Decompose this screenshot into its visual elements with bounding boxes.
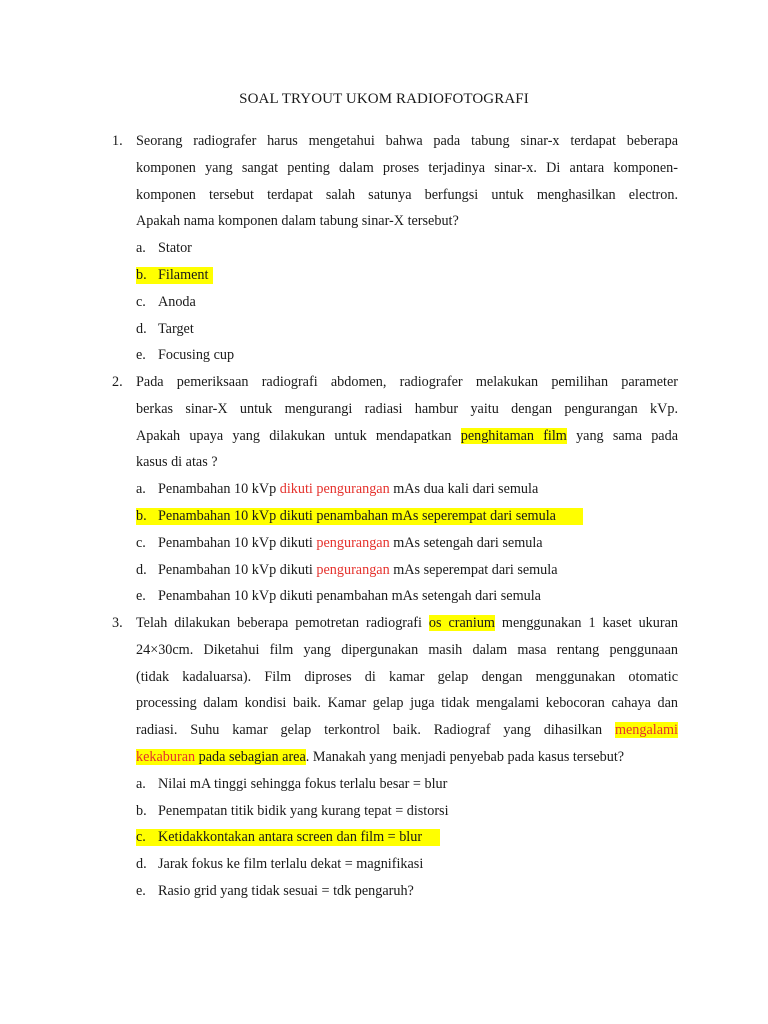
option-letter: a. [136, 775, 146, 792]
option-text-part: mAs setengah dari semula [389, 534, 543, 551]
option-e [136, 878, 678, 905]
stem-text: yang sama pada [566, 427, 678, 444]
option-letter: b. [136, 507, 147, 524]
option-text-part: Penambahan 10 kVp [158, 481, 280, 498]
stem-text: menggunakan 1 kaset ukuran [494, 615, 678, 631]
option-letter: a. [136, 240, 146, 257]
highlighted-phrase: os cranium [428, 615, 495, 631]
stem-text: Apakah upaya yang dilakukan untuk mendapatkan [136, 427, 461, 444]
option-text: Anoda [158, 293, 196, 310]
red-phrase: pengurangan [316, 534, 390, 551]
red-phrase: dikuti pengurangan [279, 481, 390, 498]
question-3 [112, 610, 678, 905]
option-c [136, 289, 678, 316]
question-stem [136, 128, 678, 235]
option-text [158, 476, 538, 503]
highlighted-phrase: pada sebagian area [195, 748, 306, 765]
stem-line: Apakah nama komponen dalam tabung sinar-X tersebut? [136, 213, 459, 230]
option-text: Ketidakkontakan antara screen dan film = blur [158, 829, 423, 846]
stem-line: kasus di atas ? [136, 454, 218, 471]
red-phrase: pengurangan [316, 561, 390, 578]
options-list [136, 476, 678, 610]
option-letter: d. [136, 856, 147, 873]
option-e [136, 342, 678, 369]
option-text: Penambahan 10 kVp dikuti penambahan mAs setengah dari semula [158, 588, 541, 605]
stem-line [136, 717, 678, 744]
option-letter: e. [136, 588, 146, 605]
option-text: Penempatan titik bidik yang kurang tepat = distorsi [158, 802, 449, 819]
option-b [136, 503, 678, 530]
option-text: Penambahan 10 kVp dikuti penambahan mAs seperempat dari semula [158, 507, 556, 524]
option-letter: c. [136, 293, 146, 310]
option-letter: d. [136, 320, 147, 337]
stem-text: radiasi. Suhu kamar gelap terkontrol baik. Radiograf yang dihasilkan [136, 722, 615, 739]
question-2 [112, 369, 678, 610]
option-text [158, 530, 543, 557]
option-text: Stator [158, 240, 192, 257]
option-letter: d. [136, 561, 147, 578]
option-a [136, 235, 678, 262]
option-d [136, 851, 678, 878]
option-text: Filament [158, 266, 209, 283]
option-letter: c. [136, 829, 146, 846]
question-1 [112, 128, 678, 369]
option-c [136, 824, 678, 851]
stem-line: Pada pemeriksaan radiografi abdomen, radiografer melakukan pemilihan parameter [136, 374, 678, 390]
option-text-part: mAs seperempat dari semula [389, 561, 558, 578]
highlighted-red-phrase: kekaburan [136, 748, 196, 765]
option-text: Focusing cup [158, 347, 235, 364]
stem-line: komponen yang sangat penting dalam proses terjadinya sinar-x. Di antara komponen- [136, 159, 678, 176]
highlighted-phrase: penghitaman film [460, 427, 567, 444]
options-list [136, 235, 678, 369]
option-a [136, 771, 678, 798]
options-list [136, 771, 678, 905]
option-text: Jarak fokus ke film terlalu dekat = magnifikasi [158, 856, 424, 873]
option-b [136, 798, 678, 825]
stem-line: berkas sinar-X untuk mengurangi radiasi hambur yaitu dengan pengurangan kVp. [136, 400, 678, 417]
stem-line [136, 610, 678, 637]
stem-line: processing dalam kondisi baik. Kamar gelap juga tidak mengalami kebocoran cahaya dan [136, 695, 678, 712]
option-a [136, 476, 678, 503]
option-text-part: Penambahan 10 kVp dikuti [158, 534, 317, 551]
option-d [136, 316, 678, 343]
question-number: 1. [112, 133, 123, 149]
option-b [136, 262, 678, 289]
option-letter: a. [136, 481, 146, 498]
option-letter: b. [136, 266, 147, 283]
stem-text: . Manakah yang menjadi penyebab pada kasus tersebut? [305, 748, 625, 765]
stem-line: komponen tersebut terdapat salah satunya berfungsi untuk menghasilkan electron. [136, 186, 678, 203]
question-number: 3. [112, 615, 123, 631]
option-d [136, 557, 678, 584]
option-text: Rasio grid yang tidak sesuai = tdk pengaruh? [158, 882, 414, 899]
question-stem [136, 369, 678, 476]
document-title: SOAL TRYOUT UKOM RADIOFOTOGRAFI [239, 91, 529, 107]
stem-line: Seorang radiografer harus mengetahui bahwa pada tabung sinar-x terdapat beberapa [136, 133, 678, 149]
option-text [158, 557, 558, 584]
question-number: 2. [112, 374, 123, 390]
stem-line [136, 423, 678, 450]
stem-line: 24×30cm. Diketahui film yang dipergunakan masih dalam masa rentang penggunaan [136, 641, 678, 658]
stem-text: Telah dilakukan beberapa pemotretan radiografi [136, 615, 429, 631]
option-letter: c. [136, 534, 146, 551]
option-text: Target [158, 320, 194, 337]
option-text: Nilai mA tinggi sehingga fokus terlalu besar = blur [158, 775, 448, 792]
highlighted-red-phrase: mengalami [614, 722, 678, 739]
stem-line [136, 744, 678, 771]
question-stem [136, 610, 678, 771]
option-letter: e. [136, 882, 146, 899]
option-c [136, 530, 678, 557]
option-e [136, 583, 678, 610]
option-letter: e. [136, 347, 146, 364]
stem-line: (tidak kadaluarsa). Film diproses di kamar gelap dengan menggunakan otomatic [136, 668, 678, 685]
option-text-part: mAs dua kali dari semula [389, 481, 539, 498]
option-text-part: Penambahan 10 kVp dikuti [158, 561, 317, 578]
option-letter: b. [136, 802, 147, 819]
